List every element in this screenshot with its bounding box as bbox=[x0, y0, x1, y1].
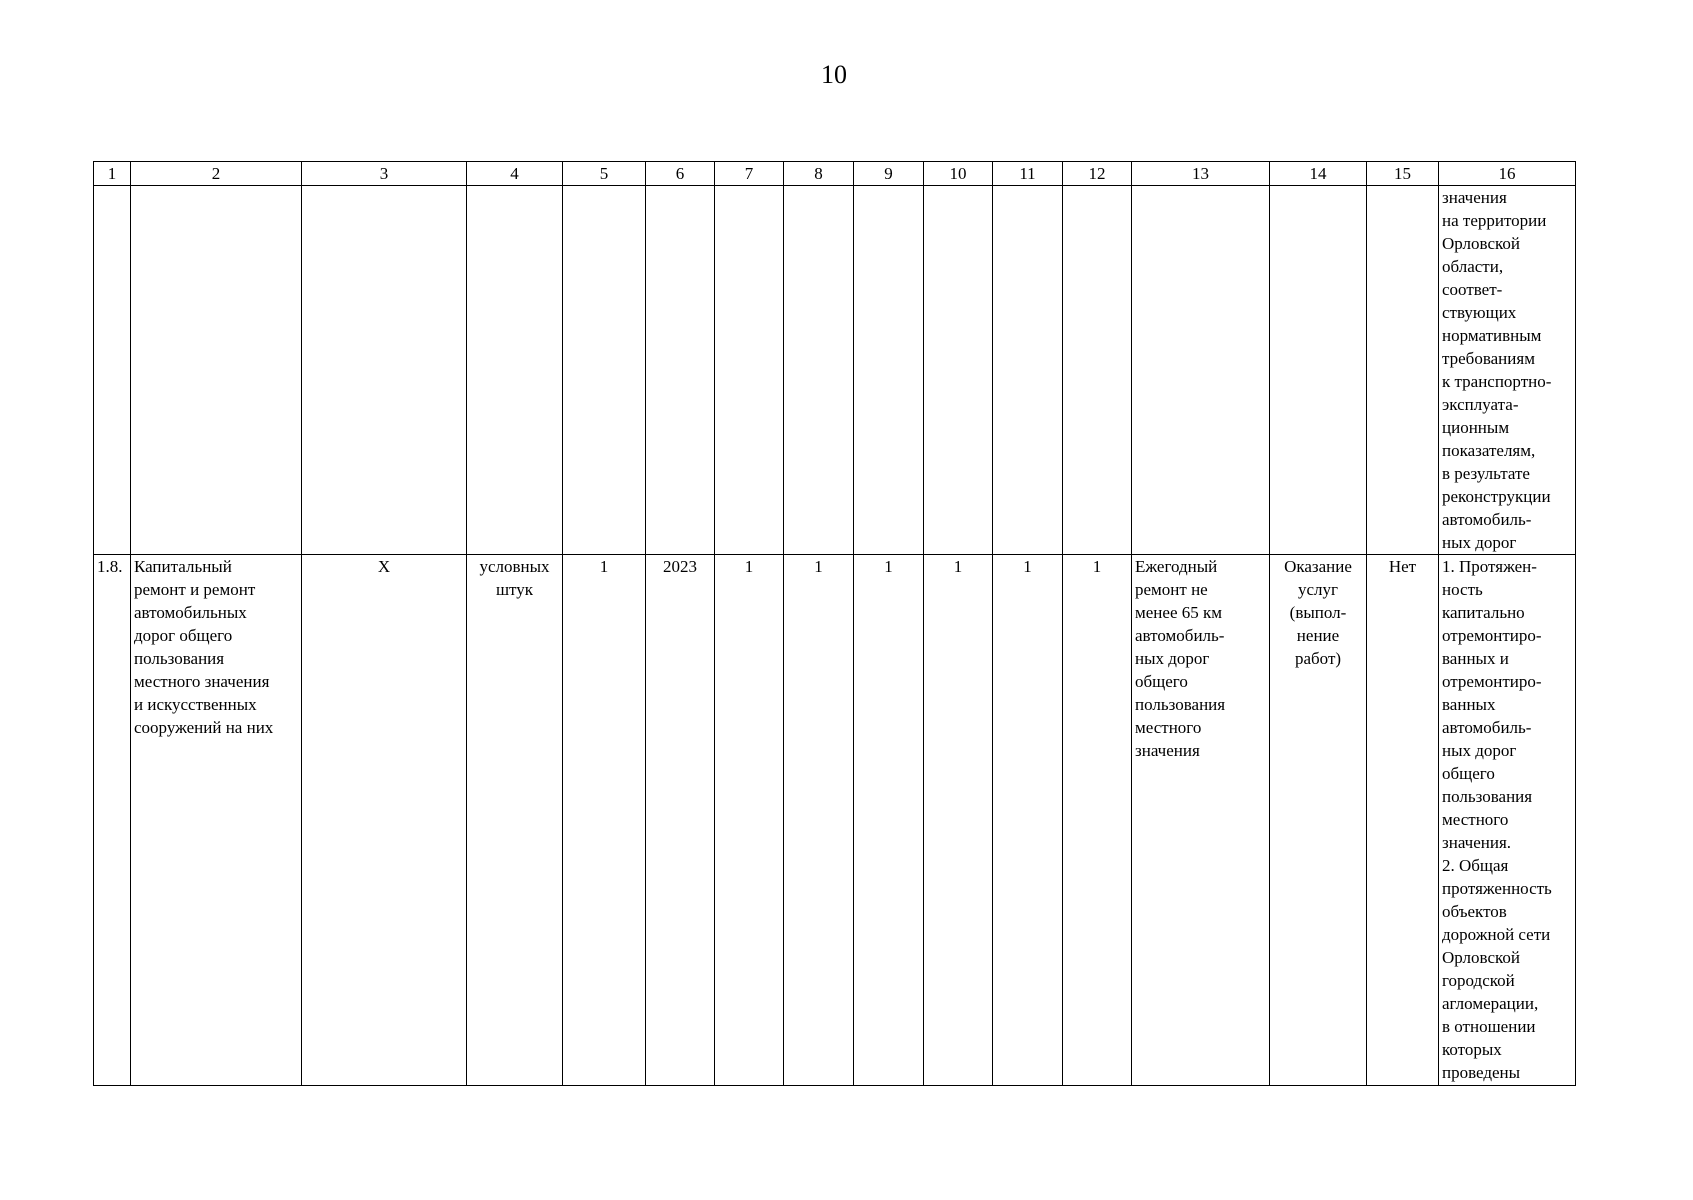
text-line: реконструкции bbox=[1442, 487, 1551, 506]
text-line: менее 65 км bbox=[1135, 603, 1223, 622]
text-line: отремонтиро- bbox=[1442, 672, 1542, 691]
text-line: ванных bbox=[1442, 695, 1496, 714]
empty-cell bbox=[94, 186, 131, 555]
text-line: городской bbox=[1442, 971, 1515, 990]
text-line: местного bbox=[1442, 810, 1509, 829]
type-cell bbox=[1270, 555, 1367, 1086]
text-line: ремонт и ремонт bbox=[134, 580, 256, 599]
indicator-text-cell bbox=[1439, 555, 1576, 1086]
col11-cell: 1 bbox=[993, 555, 1063, 1086]
text-line: (выпол- bbox=[1289, 603, 1347, 622]
col10-cell: 1 bbox=[924, 555, 993, 1086]
header-cell: 14 bbox=[1270, 162, 1367, 186]
text-line: которых bbox=[1442, 1040, 1502, 1059]
text-line: местного bbox=[1135, 718, 1202, 737]
text-line: общего bbox=[1135, 672, 1188, 691]
text-line: Оказание bbox=[1284, 557, 1352, 576]
col3-cell: X bbox=[302, 555, 467, 1086]
empty-cell bbox=[854, 186, 924, 555]
header-cell: 6 bbox=[646, 162, 715, 186]
text-line: автомобиль- bbox=[1442, 718, 1532, 737]
text-line: автомобиль- bbox=[1135, 626, 1225, 645]
text-line: проведены bbox=[1442, 1063, 1521, 1082]
col9-cell: 1 bbox=[854, 555, 924, 1086]
text-line: общего bbox=[1442, 764, 1495, 783]
text-line: Орловской bbox=[1442, 948, 1521, 967]
text-line: ванных и bbox=[1442, 649, 1509, 668]
header-cell: 11 bbox=[993, 162, 1063, 186]
text-line: требованиям bbox=[1442, 349, 1535, 368]
text-line: протяженность bbox=[1442, 879, 1552, 898]
text-line: Орловской bbox=[1442, 234, 1521, 253]
text-line: отремонтиро- bbox=[1442, 626, 1542, 645]
empty-cell bbox=[131, 186, 302, 555]
text-line: автомобильных bbox=[134, 603, 247, 622]
header-cell: 7 bbox=[715, 162, 784, 186]
text-line: 2. Общая bbox=[1442, 856, 1509, 875]
text-line: ремонт не bbox=[1135, 580, 1208, 599]
header-cell: 10 bbox=[924, 162, 993, 186]
table-row-1-8 bbox=[94, 555, 1576, 1086]
header-cell: 9 bbox=[854, 162, 924, 186]
indicator-text-cell bbox=[1439, 186, 1576, 555]
row-number-cell: 1.8. bbox=[94, 555, 131, 1086]
text-line: и искусственных bbox=[134, 695, 257, 714]
text-line: дорожной сети bbox=[1442, 925, 1551, 944]
col15-cell: Нет bbox=[1367, 555, 1439, 1086]
text-line: условных bbox=[479, 557, 550, 576]
text-line: пользования bbox=[1135, 695, 1226, 714]
empty-cell bbox=[563, 186, 646, 555]
text-line: значения. bbox=[1442, 833, 1512, 852]
text-line: ционным bbox=[1442, 418, 1510, 437]
empty-cell bbox=[715, 186, 784, 555]
text-line: эксплуата- bbox=[1442, 395, 1519, 414]
header-cell: 12 bbox=[1063, 162, 1132, 186]
text-line: пользования bbox=[134, 649, 225, 668]
empty-cell bbox=[467, 186, 563, 555]
header-cell: 13 bbox=[1132, 162, 1270, 186]
table-header-row bbox=[94, 162, 1576, 186]
text-line: агломерации, bbox=[1442, 994, 1539, 1013]
text-line: нение bbox=[1296, 626, 1340, 645]
text-line: в результате bbox=[1442, 464, 1530, 483]
text-line: соответ- bbox=[1442, 280, 1503, 299]
text-line: ствующих bbox=[1442, 303, 1517, 322]
col7-cell: 1 bbox=[715, 555, 784, 1086]
characteristic-cell bbox=[1132, 555, 1270, 1086]
empty-cell bbox=[1132, 186, 1270, 555]
text-line: дорог общего bbox=[134, 626, 233, 645]
unit-cell bbox=[467, 555, 563, 1086]
text-line: значения bbox=[1135, 741, 1200, 760]
header-cell: 8 bbox=[784, 162, 854, 186]
col8-cell: 1 bbox=[784, 555, 854, 1086]
text-line: ность bbox=[1442, 580, 1483, 599]
page-number: 10 bbox=[821, 60, 847, 89]
text-line: местного значения bbox=[134, 672, 270, 691]
empty-cell bbox=[1063, 186, 1132, 555]
text-line: к транспортно- bbox=[1442, 372, 1552, 391]
empty-cell bbox=[1270, 186, 1367, 555]
document-table bbox=[93, 161, 1576, 1086]
text-line: капитально bbox=[1442, 603, 1525, 622]
text-line: показателям, bbox=[1442, 441, 1536, 460]
text-line: ных дорог bbox=[1442, 533, 1517, 552]
empty-cell bbox=[302, 186, 467, 555]
header-cell: 1 bbox=[94, 162, 131, 186]
text-line: объектов bbox=[1442, 902, 1507, 921]
text-line: Ежегодный bbox=[1135, 557, 1218, 576]
text-line: Капитальный bbox=[134, 557, 232, 576]
text-line: ных дорог bbox=[1135, 649, 1210, 668]
text-line: штук bbox=[495, 580, 534, 599]
header-cell: 3 bbox=[302, 162, 467, 186]
table-row-continuation bbox=[94, 186, 1576, 555]
text-line: сооружений на них bbox=[134, 718, 274, 737]
text-line: значения bbox=[1442, 188, 1507, 207]
empty-cell bbox=[993, 186, 1063, 555]
empty-cell bbox=[784, 186, 854, 555]
text-line: услуг bbox=[1297, 580, 1338, 599]
text-line: 1. Протяжен- bbox=[1442, 557, 1537, 576]
text-line: на территории bbox=[1442, 211, 1547, 230]
text-line: пользования bbox=[1442, 787, 1533, 806]
empty-cell bbox=[1367, 186, 1439, 555]
header-cell: 5 bbox=[563, 162, 646, 186]
header-cell: 4 bbox=[467, 162, 563, 186]
header-cell: 2 bbox=[131, 162, 302, 186]
text-line: области, bbox=[1442, 257, 1504, 276]
col12-cell: 1 bbox=[1063, 555, 1132, 1086]
year-cell: 2023 bbox=[646, 555, 715, 1086]
header-cell: 15 bbox=[1367, 162, 1439, 186]
text-line: в отношении bbox=[1442, 1017, 1536, 1036]
text-line: ных дорог bbox=[1442, 741, 1517, 760]
col5-cell: 1 bbox=[563, 555, 646, 1086]
header-cell: 16 bbox=[1439, 162, 1576, 186]
task-name-cell bbox=[131, 555, 302, 1086]
text-line: работ) bbox=[1294, 649, 1342, 668]
text-line: автомобиль- bbox=[1442, 510, 1532, 529]
empty-cell bbox=[646, 186, 715, 555]
empty-cell bbox=[924, 186, 993, 555]
text-line: нормативным bbox=[1442, 326, 1542, 345]
